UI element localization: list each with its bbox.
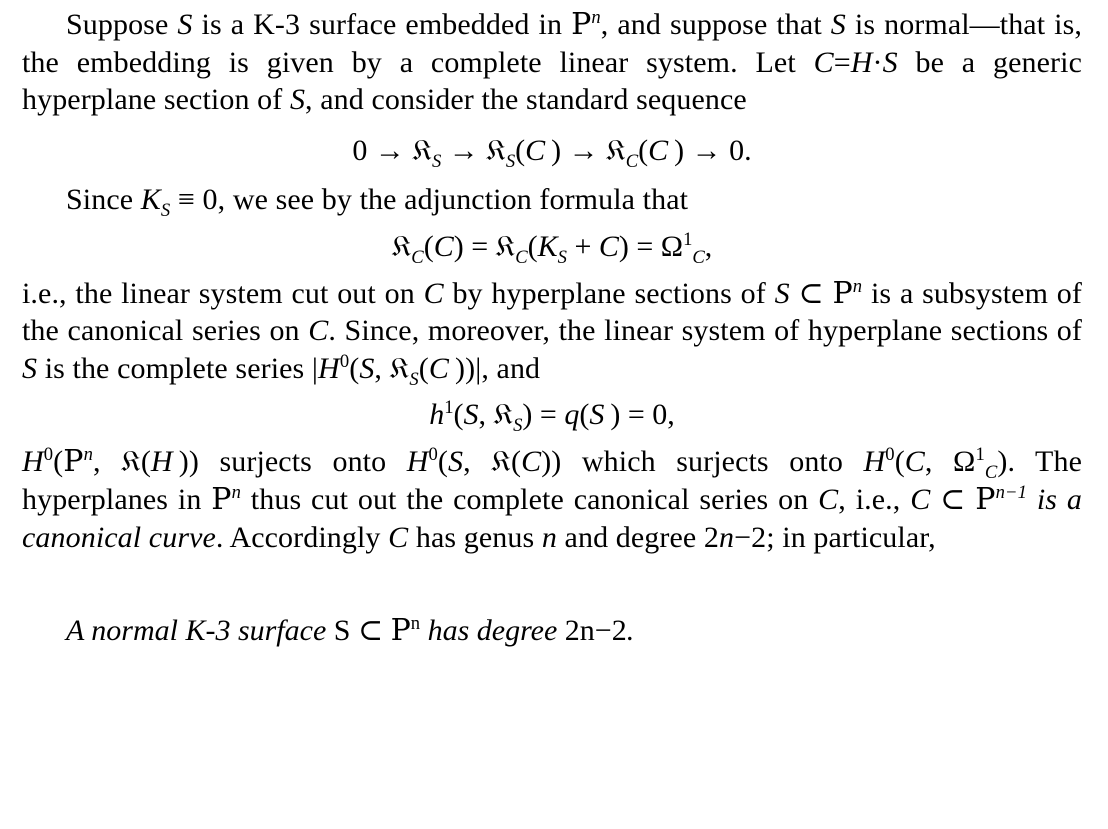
equation-1: 0 → 𝔎$_S$ → 𝔎$_S$(C ) → 𝔎$_C$(C ) → 0. [352,132,752,172]
equation-3: $h^1(S$, 𝔎$_S$) = q(S ) = 0, [429,397,675,437]
paragraph-3: i.e., the linear system cut out on C by hyperplane sections of S ⊂ $P^n$ is a subsystem of the canonical series on C. Since, moreover, the linear system of hyperplane sections of S is the complete series $|H^0(S$, 𝔎$_S$(C ))|, and [22,275,1082,390]
paragraph-4: $H^0(P^n$, 𝔎(H )) surjects onto $H^0(S$, 𝔎(C)) which surjects onto $H^0(C$, $\Omega^1_C$). The hyperplanes in $P^n$ thus cut out the complete canonical series on C, i.e., C ⊂ $P^{n-1}$ is a canonical curve. Accordingly C has genus n and degree 2n−2; in particular, [22,444,1083,554]
equation-2: 𝔎$_C$(C) = $𝔎_C(K_S + C) = \Omega^1_C$, [391,228,713,268]
closing-statement: A normal K-3 surface S ⊂ $P^n$ has degree 2n−2. [66,613,635,649]
paragraph-1: Suppose S is a K-3 surface embedded in $P^n$, and suppose that S is normal—that is, the embedding is given by a complete linear system. Let C=H·S be a generic hyperplane section of S, and consider the standard sequence [22,7,1082,117]
paragraph-2: Since $K_S \equiv 0$, we see by the adjunction formula that [66,182,689,221]
